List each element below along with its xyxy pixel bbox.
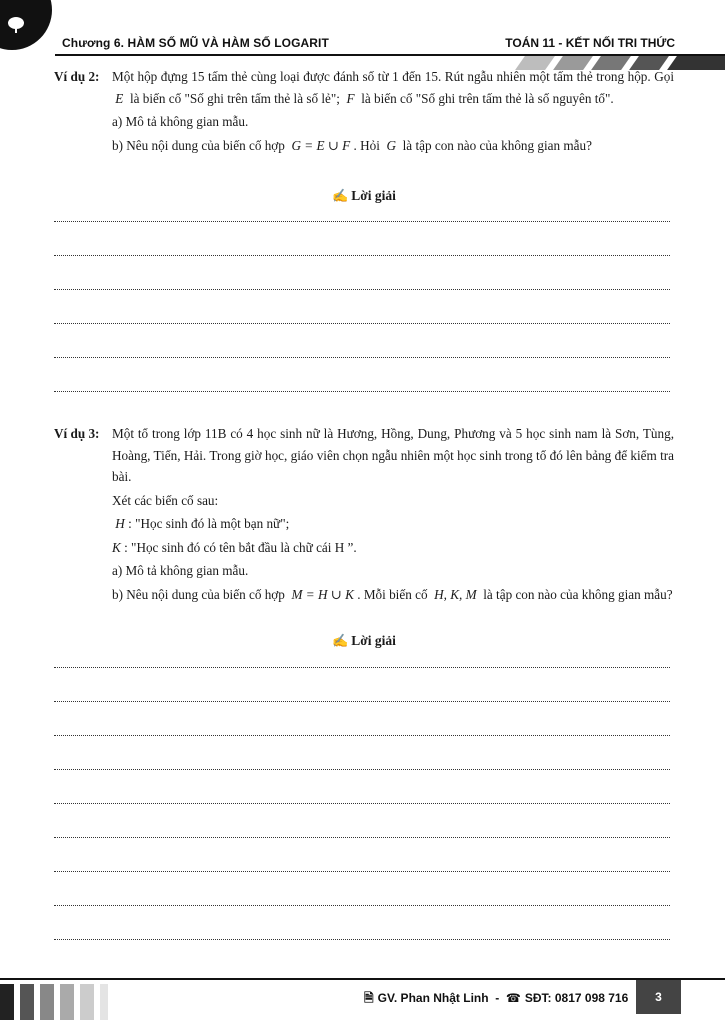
answer-line[interactable]: [54, 323, 670, 324]
example-3-part-b: b) Nêu nội dung của biến cố hợp M = H ∪ K . Mỗi biến cố H, K, M là tập con nào của không gian mẫu?: [112, 586, 673, 602]
example-2-label: Ví dụ 2:: [54, 69, 100, 84]
tree-logo-icon: [6, 16, 26, 34]
answer-line[interactable]: [54, 289, 670, 290]
answer-line[interactable]: [54, 701, 670, 702]
answer-line[interactable]: [54, 255, 670, 256]
logo: [0, 0, 52, 50]
example-3: [54, 423, 674, 605]
solution-heading-1: ✍ Lời giải: [332, 188, 396, 203]
answer-line[interactable]: [54, 357, 670, 358]
var-E: E: [115, 90, 124, 106]
phone-icon: ☎: [505, 991, 521, 1005]
chapter-title: Chương 6. HÀM SỐ MŨ VÀ HÀM SỐ LOGARIT: [62, 36, 329, 50]
answer-line[interactable]: [54, 769, 670, 770]
answer-line[interactable]: [54, 221, 670, 222]
footer-phone: SĐT: 0817 098 716: [524, 991, 629, 1005]
formula-M: M = H ∪ K: [291, 586, 354, 602]
var-G: G: [386, 137, 397, 153]
example-2: [54, 66, 674, 156]
example-3-label: Ví dụ 3:: [54, 426, 100, 441]
example-3-events-intro: Xét các biến cố sau:: [112, 492, 219, 508]
pen-icon: ✍: [332, 633, 349, 648]
answer-line[interactable]: [54, 667, 670, 668]
example-2-statement: Một hộp đựng 15 tấm thẻ cùng loại được đánh số từ 1 đến 15. Rút ngẫu nhiên một tấm thẻ trong hộp. Gọi E là biến cố "Số ghi trên tấm thẻ là số lẻ"; F là biến cố "Số ghi trên tấm thẻ là số nguyên tố".: [112, 69, 674, 106]
example-2-part-b: b) Nêu nội dung của biến cố hợp G = E ∪ F . Hỏi G là tập con nào của không gian mẫu?: [112, 137, 592, 153]
event-K: K : "Học sinh đó có tên bắt đầu là chữ cái H ”.: [112, 539, 357, 555]
answer-line[interactable]: [54, 803, 670, 804]
course-title: TOÁN 11 - KẾT NỐI TRI THỨC: [505, 36, 675, 50]
footer-author: 🗎 GV. Phan Nhật Linh - ☎ SĐT: 0817 098 716: [364, 991, 629, 1005]
example-3-statement: Một tổ trong lớp 11B có 4 học sinh nữ là Hương, Hồng, Dung, Phương và 5 học sinh nam là Sơn, Tùng, Hoàng, Tiến, Hải. Trong giờ học, giáo viên chọn ngẫu nhiên một học sinh trong tổ đó lên bảng để kiểm tra bài.: [112, 426, 674, 484]
page-number: 3: [636, 980, 681, 1014]
answer-line[interactable]: [54, 391, 670, 392]
formula-G: G = E ∪ F: [291, 137, 351, 153]
footer-rule: [0, 978, 725, 980]
event-H: H : "Học sinh đó là một bạn nữ";: [115, 516, 290, 531]
solution-heading-2: ✍ Lời giải: [332, 633, 396, 648]
vars-HKM: H, K, M: [434, 586, 477, 602]
example-2-part-a: a) Mô tả không gian mẫu.: [112, 114, 249, 129]
answer-line[interactable]: [54, 837, 670, 838]
example-3-part-a: a) Mô tả không gian mẫu.: [112, 563, 249, 578]
answer-line[interactable]: [54, 735, 670, 736]
document-icon: 🗎: [364, 991, 374, 1005]
answer-line[interactable]: [54, 905, 670, 906]
answer-line[interactable]: [54, 871, 670, 872]
answer-line[interactable]: [54, 939, 670, 940]
pen-icon: ✍: [332, 188, 349, 203]
var-F: F: [346, 90, 355, 106]
